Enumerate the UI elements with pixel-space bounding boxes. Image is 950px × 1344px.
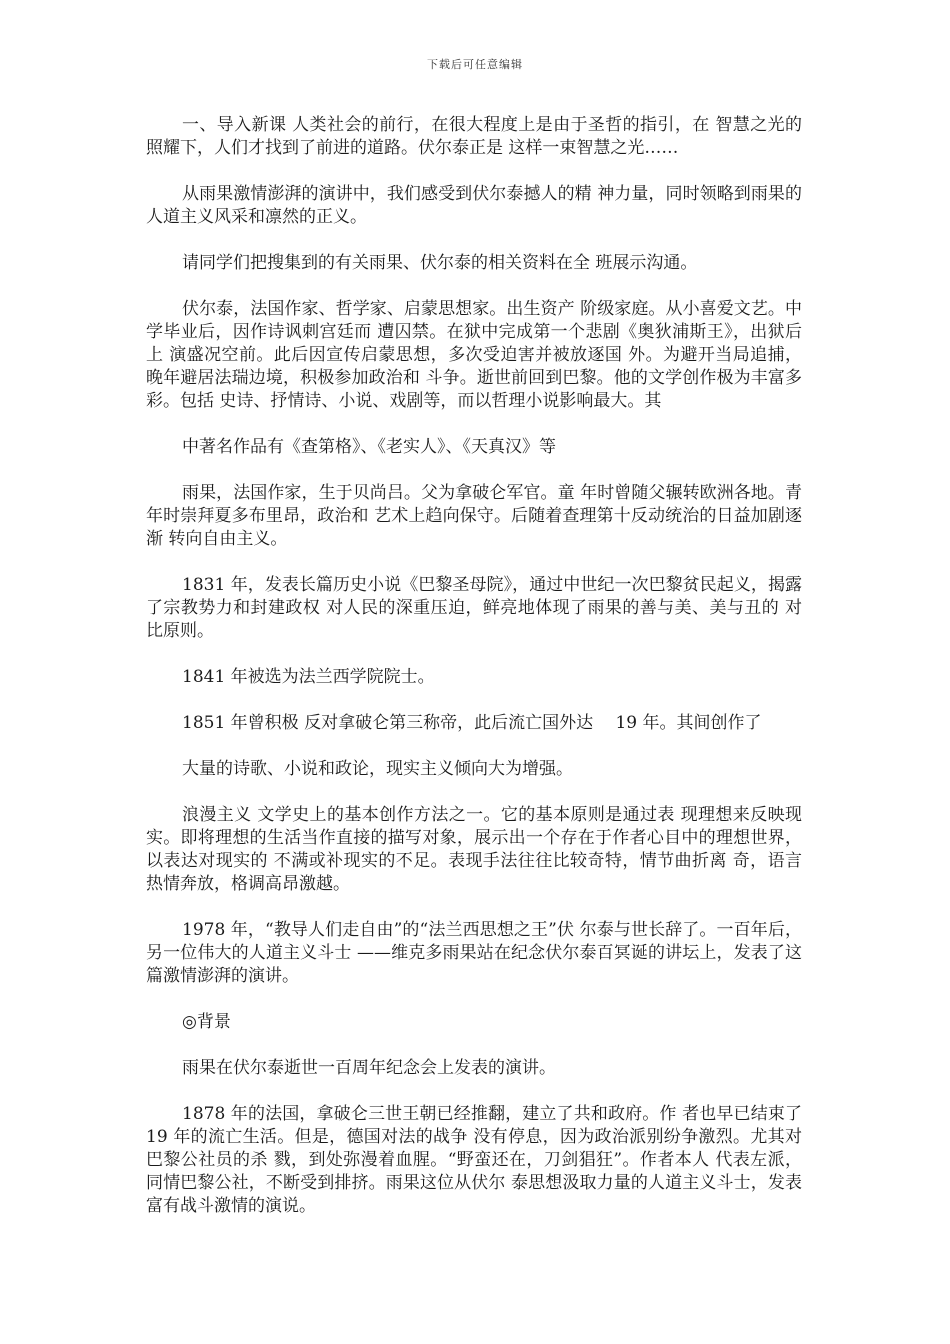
paragraph-hugo-speech: 从雨果激情澎湃的演讲中，我们感受到伏尔泰撼人的精 神力量，同时领略到雨果的人道主义风采和凛然的正义。 xyxy=(146,184,802,227)
paragraph-1978: 1978 年，“教导人们走自由”的“法兰西思想之王”伏 尔泰与世长辞了。一百年后，另一位伟大的人道主义斗士 ——维克多雨果站在纪念伏尔泰百冥诞的讲坛上，发表了这 篇激情澎湃的演讲。 xyxy=(146,920,802,986)
document-body xyxy=(146,114,802,1241)
paragraph-intro: 一、导入新课 人类社会的前行，在很大程度上是由于圣哲的指引，在 智慧之光的照耀下，人们才找到了前进的道路。伏尔泰正是 这样一束智慧之光…… xyxy=(146,115,802,158)
paragraph-voltaire-bio: 伏尔泰，法国作家、哲学家、启蒙思想家。出生资产 阶级家庭。从小喜爱文艺。中学毕业后，因作诗讽刺宫廷而 遭囚禁。在狱中完成第一个悲剧《奥狄浦斯王》，出狱后上 演盛况空前。此后因宣传启蒙思想，多次受迫害并被放逐国 外。为避开当局追捕，晚年避居法瑞边境，积极参加政治和 斗争。逝世前回到巴黎。他的文学创作极为丰富多彩。包括 史诗、抒情诗、小说、戏剧等，而以哲理小说影响最大。其 xyxy=(146,299,802,411)
paragraph-background-intro: 雨果在伏尔泰逝世一百周年纪念会上发表的演讲。 xyxy=(182,1058,556,1078)
page-header-note: 下载后可任意编辑 xyxy=(427,58,523,71)
paragraph-works-realism: 大量的诗歌、小说和政论，现实主义倾向大为增强。 xyxy=(182,759,573,779)
paragraph-1878: 1878 年的法国，拿破仑三世王朝已经推翻，建立了共和政府。作 者也早已结束了 19 年的流亡生活。但是，德国对法的战争 没有停息，因为政治派别纷争激烈。尤其对巴黎公社员的杀 戮，到处弥漫着血腥。“野蛮还在，刀剑猖狂”。作者本人 代表左派，同情巴黎公社，不断受到排挤。雨果这位从伏尔 泰思想汲取力量的人道主义斗士，发表富有战斗激情的演说。 xyxy=(146,1104,802,1216)
paragraph-voltaire-works: 中著名作品有《查第格》、《老实人》、《天真汉》等 xyxy=(182,437,556,457)
paragraph-romanticism: 浪漫主义 文学史上的基本创作方法之一。它的基本原则是通过表 现理想来反映现实。即将理想的生活当作直接的描写对象，展示出一个存在于作者心目中的理想世界，以表达对现实的 不满或补现实的不足。表现手法往往比较奇特，情节曲折离 奇，语言热情奔放，格调高昂激越。 xyxy=(146,805,802,894)
paragraph-1831: 1831 年，发表长篇历史小说《巴黎圣母院》，通过中世纪一次巴黎贫民起义，揭露了宗教势力和封建政权 对人民的深重压迫，鲜亮地体现了雨果的善与美、美与丑的 对比原则。 xyxy=(146,575,802,641)
paragraph-1841: 1841 年被选为法兰西学院院士。 xyxy=(182,667,435,687)
paragraph-share-materials: 请同学们把搜集到的有关雨果、伏尔泰的相关资料在全 班展示沟通。 xyxy=(182,253,698,273)
paragraph-1851: 1851 年曾积极 反对拿破仑第三称帝，此后流亡国外达 19 年。其间创作了 xyxy=(182,713,762,733)
paragraph-hugo-bio: 雨果，法国作家，生于贝尚吕。父为拿破仑军官。童 年时曾随父辗转欧洲各地。青年时崇拜夏多布里昂，政治和 艺术上趋向保守。后随着查理第十反动统治的日益加剧逐渐 转向自由主义。 xyxy=(146,483,802,549)
section-heading-background: ◎背景 xyxy=(182,1012,231,1032)
